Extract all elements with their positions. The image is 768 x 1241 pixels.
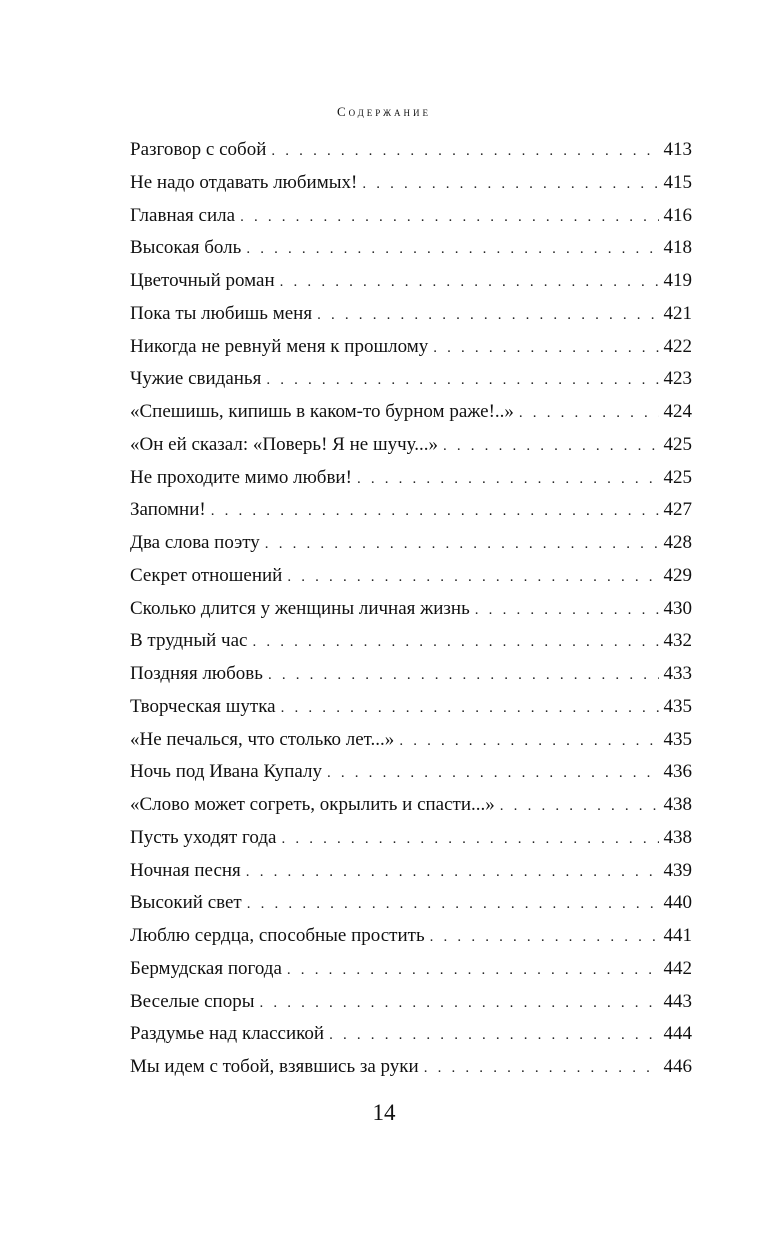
dot-leader [357,463,659,496]
toc-entry [130,134,692,167]
toc-entry [130,1051,692,1084]
toc-entry-page: 436 [663,761,692,783]
toc-entry-page: 418 [663,237,692,259]
toc-entry [130,396,692,429]
dot-leader [433,332,658,365]
toc-entry-title: В трудный час [130,630,248,652]
toc-entry-title: Цветочный роман [130,270,275,291]
toc-entry-title: Не проходите мимо любви! [130,466,352,488]
toc-entry-title: Никогда не ревнуй меня к прошлому [130,335,429,357]
toc-entry [130,560,692,593]
toc-entry [130,429,692,462]
dot-leader [247,888,659,921]
table-of-contents [130,134,692,1084]
toc-entry-page: 425 [663,433,692,455]
toc-entry-page: 432 [663,630,692,652]
toc-entry [130,986,692,1019]
toc-entry [130,494,692,527]
toc-entry-page: 433 [663,663,692,684]
toc-entry-title: Секрет отношений [130,564,283,586]
dot-leader [287,561,658,594]
toc-entry-page: 415 [663,171,692,193]
toc-entry-title: Запомни! [130,499,206,521]
dot-leader [246,856,659,889]
toc-entry-page: 430 [663,597,692,619]
toc-entry [130,953,692,986]
dot-leader [424,1052,659,1085]
dot-leader [443,430,659,463]
toc-entry-page: 422 [663,335,692,357]
toc-entry-title: Ночь под Ивана Купалу [130,761,322,783]
dot-leader [287,954,659,987]
toc-entry [130,887,692,920]
toc-entry-title: Мы идем с тобой, взявшись за руки [130,1056,419,1077]
toc-entry [130,232,692,265]
page-number: 14 [372,1100,396,1125]
dot-leader [475,594,659,627]
dot-leader [266,364,658,397]
toc-entry [130,855,692,888]
toc-entry [130,691,692,724]
toc-entry-title: «Спешишь, кипишь в каком-то бурном раже!..» [130,401,514,422]
running-header: Содержание [336,104,432,119]
toc-entry-page: 440 [663,892,692,914]
dot-leader [329,1019,658,1052]
toc-entry-page: 443 [663,990,692,1012]
toc-entry-title: Пока ты любишь меня [130,302,313,324]
toc-entry-title: Пусть уходят года [130,826,277,848]
dot-leader [259,987,658,1020]
toc-entry-title: Творческая шутка [130,695,276,717]
toc-entry-title: Главная сила [130,204,236,226]
dot-leader [430,921,659,954]
toc-entry-page: 435 [663,695,692,717]
toc-entry [130,167,692,200]
dot-leader [317,299,658,332]
toc-entry [130,331,692,364]
dot-leader [399,725,658,758]
toc-entry [130,724,692,757]
toc-entry-page: 441 [663,925,692,946]
toc-entry [130,1018,692,1051]
toc-entry [130,789,692,822]
toc-entry [130,920,692,953]
toc-entry-page: 442 [663,957,692,979]
dot-leader [362,168,658,201]
dot-leader [500,790,659,823]
toc-entry [130,200,692,233]
dot-leader [268,659,659,692]
dot-leader [281,823,658,856]
toc-entry-title: Поздняя любовь [130,663,263,684]
toc-entry [130,756,692,789]
toc-entry-title: Сколько длится у женщины личная жизнь [130,597,470,619]
toc-entry [130,462,692,495]
toc-entry-title: Веселые споры [130,990,255,1012]
toc-entry-title: Не надо отдавать любимых! [130,171,358,193]
toc-entry-page: 419 [663,270,692,291]
toc-entry [130,363,692,396]
toc-entry-title: Высокая боль [130,237,242,259]
dot-leader [240,201,658,234]
toc-entry-page: 425 [663,466,692,488]
toc-entry-title: Разговор с собой [130,139,267,160]
toc-entry-page: 438 [663,826,692,848]
toc-entry [130,298,692,331]
dot-leader [211,495,659,528]
toc-entry-page: 439 [663,859,692,881]
dot-leader [252,626,658,659]
toc-entry-title: Люблю сердца, способные простить [130,925,425,946]
toc-entry-title: «Слово может согреть, окрылить и спасти...» [130,794,495,815]
toc-entry-page: 435 [663,728,692,750]
toc-entry-page: 413 [663,139,692,160]
dot-leader [280,266,659,299]
dot-leader [265,528,659,561]
toc-entry [130,822,692,855]
toc-entry [130,527,692,560]
toc-entry-title: Ночная песня [130,859,241,881]
toc-entry-page: 429 [663,564,692,586]
toc-entry [130,625,692,658]
toc-entry-page: 416 [663,204,692,226]
toc-entry-page: 424 [663,401,692,422]
dot-leader [271,135,658,168]
toc-entry-title: Бермудская погода [130,957,282,979]
toc-entry-page: 421 [663,302,692,324]
dot-leader [281,692,659,725]
toc-entry-title: «Он ей сказал: «Поверь! Я не шучу...» [130,433,438,455]
toc-entry-page: 444 [663,1023,692,1045]
dot-leader [519,397,659,430]
toc-entry-page: 446 [663,1056,692,1077]
dot-leader [246,233,658,266]
toc-entry [130,265,692,298]
toc-entry-page: 428 [663,532,692,553]
toc-entry-title: Два слова поэту [130,532,260,553]
toc-entry-title: Чужие свиданья [130,368,262,390]
toc-entry-title: Высокий свет [130,892,242,914]
toc-entry-page: 438 [663,794,692,815]
toc-entry-title: «Не печалься, что столько лет...» [130,728,395,750]
toc-entry [130,658,692,691]
toc-entry-page: 427 [663,499,692,521]
toc-entry-title: Раздумье над классикой [130,1023,325,1045]
toc-entry [130,593,692,626]
dot-leader [327,757,659,790]
toc-entry-page: 423 [663,368,692,390]
